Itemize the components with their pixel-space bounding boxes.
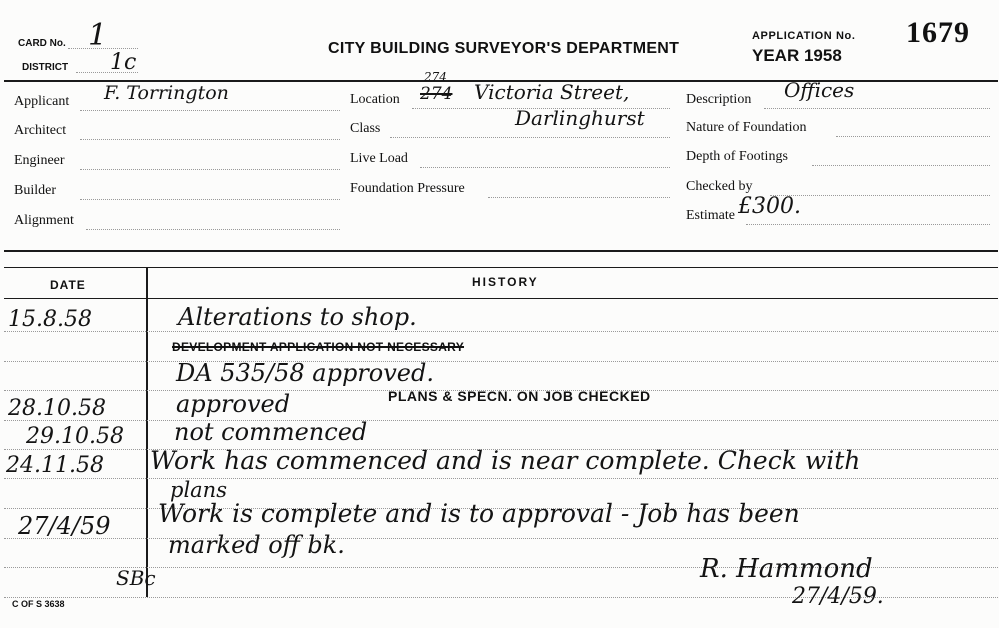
location-street: Victoria Street, — [474, 80, 630, 104]
description-value: Offices — [784, 78, 855, 102]
initials: SBc — [116, 566, 156, 590]
history-text: Alterations to shop. — [178, 303, 417, 331]
alignment-line — [86, 229, 340, 230]
history-date: 24.11.58 — [6, 453, 104, 478]
depth-of-footings-label: Depth of Footings — [686, 149, 788, 164]
history-text-struck: DEVELOPMENT APPLICATION NOT NECESSARY — [172, 340, 465, 354]
estimate-line — [746, 224, 990, 225]
nature-of-foundation-label: Nature of Foundation — [686, 120, 807, 135]
estimate-value: £300. — [738, 194, 801, 219]
applicant-line — [80, 110, 340, 111]
history-text: Work has commenced and is near complete. Check with — [150, 446, 861, 475]
year-label: YEAR 1958 — [752, 46, 842, 65]
checked-by-line — [770, 195, 990, 196]
date-header: DATE — [50, 278, 86, 292]
alignment-label: Alignment — [14, 213, 74, 228]
history-text: not commenced — [174, 418, 368, 446]
live-load-label: Live Load — [350, 151, 408, 166]
history-header: HISTORY — [472, 275, 539, 289]
architect-line — [80, 139, 340, 140]
history-date: 29.10.58 — [26, 424, 124, 449]
date-column-divider — [146, 267, 148, 597]
location-label: Location — [350, 92, 400, 107]
foundation-pressure-line — [488, 197, 670, 198]
history-date: 28.10.58 — [8, 396, 106, 421]
district-value: 1c — [110, 50, 137, 75]
history-header-rule — [4, 298, 998, 299]
history-line — [4, 538, 998, 539]
architect-label: Architect — [14, 123, 67, 138]
card-number-label: CARD No. — [18, 38, 66, 49]
district-label: DISTRICT — [22, 62, 69, 73]
history-text: Work is complete and is to approval - Job has been — [158, 499, 800, 528]
history-date: 15.8.58 — [8, 307, 92, 332]
card-number-value: 1 — [88, 18, 108, 53]
form-code: C OF S 3638 — [12, 599, 65, 609]
depth-of-footings-line — [812, 165, 990, 166]
applicant-value: F. Torrington — [104, 82, 229, 104]
history-text: approved — [176, 390, 291, 418]
applicant-label: Applicant — [14, 94, 70, 109]
history-text: DA 535/58 approved. — [176, 359, 434, 387]
engineer-line — [80, 169, 340, 170]
history-text: plans — [170, 478, 227, 502]
signature-date: 27/4/59. — [792, 584, 884, 609]
location-number-struck: 274 — [420, 84, 453, 104]
history-top-rule — [4, 250, 998, 252]
builder-line — [80, 199, 340, 200]
description-label: Description — [686, 92, 752, 107]
signature: R. Hammond — [700, 554, 873, 584]
nature-of-foundation-line — [836, 136, 990, 137]
class-label: Class — [350, 121, 381, 136]
plans-checked-stamp: PLANS & SPECN. ON JOB CHECKED — [388, 388, 651, 404]
live-load-line — [420, 167, 670, 168]
description-line — [764, 108, 990, 109]
builder-label: Builder — [14, 183, 56, 198]
history-line — [4, 361, 998, 362]
engineer-label: Engineer — [14, 153, 65, 168]
class-line — [390, 137, 670, 138]
location-number-new: 274 — [424, 70, 447, 84]
application-number: 1679 — [906, 16, 970, 49]
history-date: 27/4/59 — [18, 512, 111, 540]
history-top-rule-inner — [4, 267, 998, 268]
history-line — [4, 331, 998, 332]
foundation-pressure-label: Foundation Pressure — [350, 181, 465, 196]
history-text: marked off bk. — [168, 531, 345, 559]
application-number-label: APPLICATION No. — [752, 30, 856, 42]
estimate-label: Estimate — [686, 208, 735, 223]
location-suburb: Darlinghurst — [515, 106, 645, 130]
history-line — [4, 478, 998, 479]
history-line — [4, 420, 998, 421]
department-title: CITY BUILDING SURVEYOR'S DEPARTMENT — [328, 40, 680, 57]
checked-by-label: Checked by — [686, 179, 753, 194]
